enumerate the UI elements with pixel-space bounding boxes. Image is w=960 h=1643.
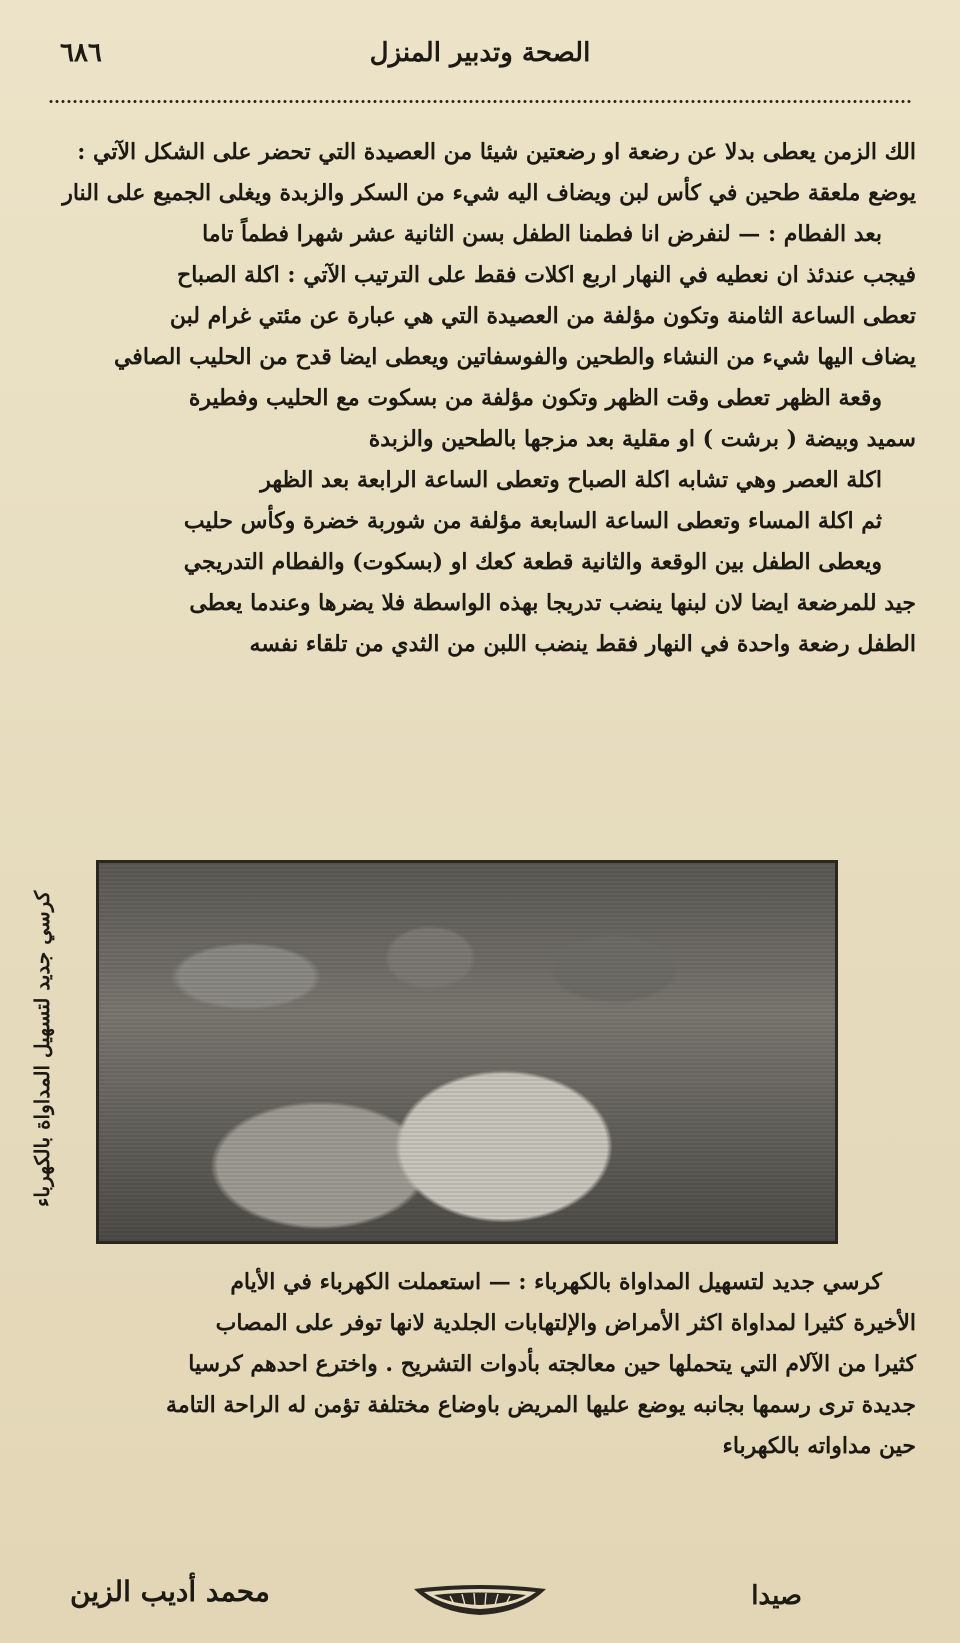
author-signature: محمد أديب الزين [70, 1575, 270, 1608]
text-line: جيد للمرضعة ايضا لان لبنها ينضب تدريجا بهذه الواسطة فلا يضرها وعندما يعطى [189, 590, 916, 616]
text-line: ويعطى الطفل بين الوقعة والثانية قطعة كعك او (بسكوت) والفطام التدريجي [183, 549, 882, 575]
text-line: كرسي جديد لتسهيل المداواة بالكهرباء : — استعملت الكهرباء في الأيام [230, 1269, 882, 1295]
text-line: الطفل رضعة واحدة في النهار فقط ينضب اللبن من الثدي من تلقاء نفسه [249, 631, 916, 657]
page-header [40, 30, 920, 80]
article-body-top [44, 132, 916, 665]
text-line: سميد وبيضة ( برشت ) او مقلية بعد مزجها بالطحين والزبدة [368, 426, 916, 452]
photo-caption: كرسي جديد لتسهيل المداواة بالكهرباء [30, 890, 54, 1208]
text-line: جديدة ترى رسمها بجانبه يوضع عليها المريض باوضاع مختلفة تؤمن له الراحة التامة [166, 1392, 916, 1418]
text-line: فيجب عندئذ ان نعطيه في النهار اربع اكلات فقط على الترتيب الآتي : اكلة الصباح [177, 262, 916, 288]
text-line: حين مداواته بالكهرباء [722, 1433, 916, 1459]
running-title: الصحة وتدبير المنزل [369, 38, 591, 68]
text-line: ثم اكلة المساء وتعطى الساعة السابعة مؤلفة من شوربة خضرة وكأس حليب [183, 508, 882, 534]
text-line: تعطى الساعة الثامنة وتكون مؤلفة من العصيدة التي هي عبارة عن مئتي غرام لبن [169, 303, 916, 329]
place-name: صيدا [751, 1581, 802, 1611]
text-line: بعد الفطام : — لنفرض انا فطمنا الطفل بسن الثانية عشر شهرا فطماً تاما [202, 221, 882, 247]
text-line: وقعة الظهر تعطى وقت الظهر وتكون مؤلفة من بسكوت مع الحليب وفطيرة [188, 385, 882, 411]
text-line: يوضع ملعقة طحين في كأس لبن ويضاف اليه شيء من السكر والزبدة ويغلى الجميع على النار [62, 180, 916, 206]
page-number: ٦٨٦ [60, 38, 102, 68]
page-footer [40, 1575, 920, 1625]
photograph [96, 860, 838, 1244]
text-line: كثيرا من الآلام التي يتحملها حين معالجته بأدوات التشريح . واخترع احدهم كرسيا [188, 1351, 916, 1377]
ornament-icon [410, 1579, 550, 1619]
text-line: الأخيرة كثيرا لمداواة اكثر الأمراض والإلتهابات الجلدية لانها توفر على المصاب [215, 1310, 916, 1336]
text-line: يضاف اليها شيء من النشاء والطحين والفوسفاتين ويعطى ايضا قدح من الحليب الصافي [113, 344, 916, 370]
text-line: الك الزمن يعطى بدلا عن رضعة او رضعتين شيئا من العصيدة التي تحضر على الشكل الآتي : [77, 139, 916, 165]
article-body-bottom [44, 1262, 916, 1467]
text-line: اكلة العصر وهي تشابه اكلة الصباح وتعطى الساعة الرابعة بعد الظهر [260, 467, 882, 493]
header-divider [48, 98, 912, 105]
